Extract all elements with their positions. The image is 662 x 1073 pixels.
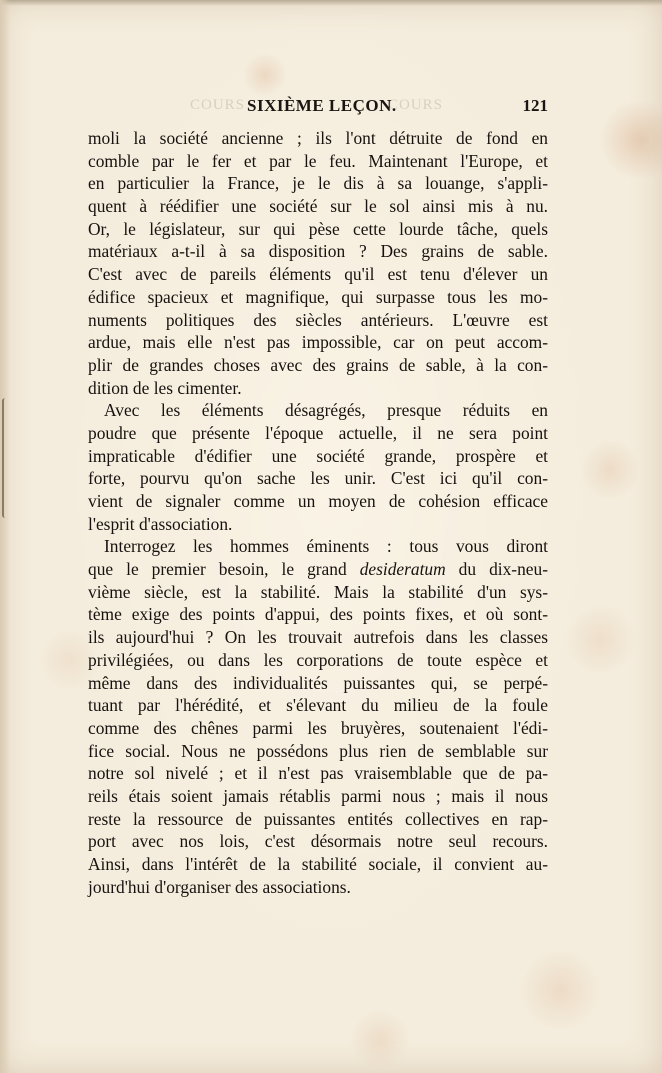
text-line: jourd'hui d'organiser des associations.	[88, 876, 351, 897]
text-line: dition de les cimenter.	[88, 377, 242, 398]
text-line: en particulier la France, je le dis à sa louange, s'appli-	[88, 173, 548, 194]
text-line-with-italic	[88, 558, 548, 581]
page-left-edge	[0, 0, 10, 1073]
text-line: Avec les éléments désagrégés, presque réduits en	[104, 400, 548, 421]
text-line: ardue, mais elle n'est pas impossible, car on peut accom-	[88, 332, 548, 353]
body-text	[88, 127, 548, 898]
text-line: C'est avec de pareils éléments qu'il est tenu d'élever un	[88, 264, 548, 285]
text-line: numents politiques des siècles antérieurs. L'œuvre est	[88, 309, 548, 330]
text-line: quent à réédifier une société sur le sol ainsi mis à nu.	[88, 196, 548, 217]
text-line: ils aujourd'hui ? On les trouvait autrefois dans les classes	[88, 627, 548, 648]
text-line: moli la société ancienne ; ils l'ont détruite de fond en	[88, 128, 548, 148]
paragraph-2	[88, 399, 548, 535]
binding-mark	[2, 398, 10, 518]
text-line: vième siècle, est la stabilité. Mais la stabilité d'un sys-	[88, 581, 548, 602]
text-line: Or, le législateur, sur qui pèse cette lourde tâche, quels	[88, 218, 548, 239]
text-line: privilégiées, ou dans les corporations de toute espèce et	[88, 649, 548, 670]
bleed-through-text-right: COURS	[388, 97, 444, 113]
text-line: Interrogez les hommes éminents : tous vous diront	[104, 536, 548, 557]
page-top-edge	[0, 0, 662, 6]
text-line: l'esprit d'association.	[88, 513, 233, 534]
text-line: impraticable d'édifier une société grande, prospère et	[88, 445, 548, 466]
text-line: reste la ressource de puissantes entités collectives en rap-	[88, 808, 548, 829]
text-line: Ainsi, dans l'intérêt de la stabilité sociale, il convient au-	[88, 854, 548, 874]
text-segment: que le premier besoin, le grand	[88, 559, 360, 580]
text-line: reils étais soient jamais rétablis parmi nous ; mais il nous	[88, 785, 548, 806]
paragraph-3	[88, 535, 548, 898]
italic-term: desideratum	[359, 559, 446, 580]
text-line: vient de signaler comme un moyen de cohésion efficace	[88, 491, 548, 511]
text-line: matériaux a-t-il à sa disposition ? Des grains de sable.	[88, 241, 548, 262]
paragraph-1	[88, 127, 548, 399]
text-line: tuant par l'hérédité, et s'élevant du milieu de la foule	[88, 695, 548, 716]
text-line: comme des chênes parmi les bruyères, soutenaient l'édi-	[88, 717, 548, 738]
text-line: même dans des individualités puissantes qui, se perpé-	[88, 672, 548, 693]
text-line: plir de grandes choses avec des grains de sable, à la con-	[88, 354, 548, 375]
text-line: forte, pourvu qu'on sache les unir. C'est ici qu'il con-	[88, 468, 548, 489]
text-line: port avec nos lois, c'est désormais notre seul recours.	[88, 831, 548, 852]
text-line: notre sol nivelé ; et il n'est pas vraisemblable que de pa-	[88, 763, 548, 784]
page-number: 121	[522, 96, 548, 115]
text-line: poudre que présente l'époque actuelle, il ne sera point	[88, 422, 548, 443]
running-head-title: SIXIÈME LEÇON.	[247, 96, 397, 115]
bleed-through-text-left: COURS	[190, 97, 246, 113]
running-head	[88, 96, 548, 120]
text-segment: du dix-neu-	[445, 559, 548, 580]
text-line: fice social. Nous ne possédons plus rien de semblable sur	[88, 740, 548, 761]
text-line: tème exige des points d'appui, des points fixes, et où sont-	[88, 604, 548, 625]
text-line: comble par le fer et par le feu. Maintenant l'Europe, et	[88, 150, 548, 171]
text-line: édifice spacieux et magnifique, qui surpasse tous les mo-	[88, 286, 548, 307]
